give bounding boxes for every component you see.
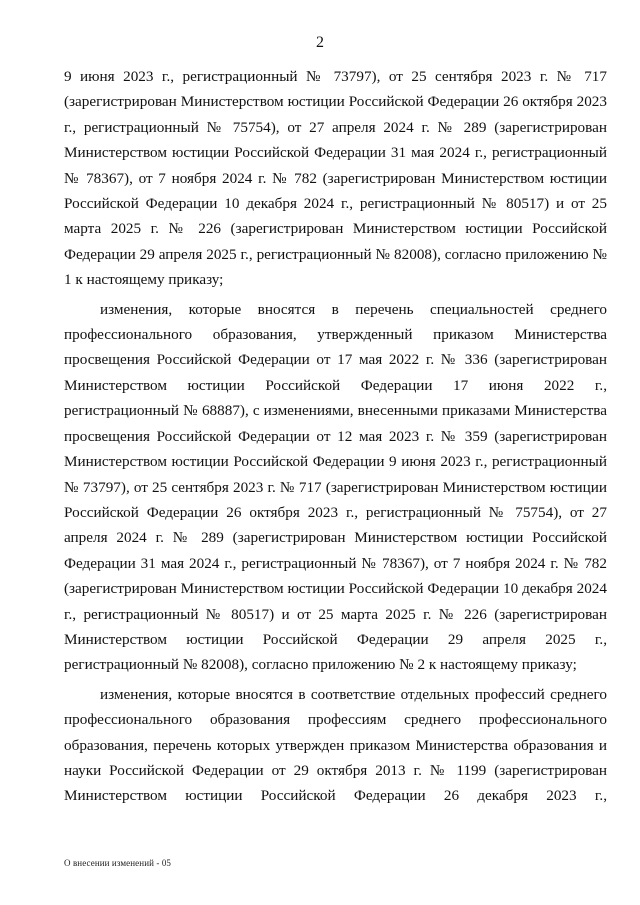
page-number: 2: [316, 34, 324, 51]
footer-document-code: О внесении изменений - 05: [64, 858, 172, 868]
paragraph-specialties-changes: изменения, которые вносятся в перечень специальностей среднего профессионального образования, утвержденный приказом Министерства просвещения Российской Федерации от 17 мая 2022 г. № 336 (зарегистрирован Министерством юстиции Российской Федерации 17 июня 2022 г., регистрационный № 68887), с изменениями, внесенными приказами Министерства просвещения Российской Федерации от 12 мая 2023 г. № 359 (зарегистрирован Министерством юстиции Российской Федерации 9 июня 2023 г., регистрационный № 73797), от 25 сентября 2023 г. № 717 (зарегистрирован Министерством юстиции Российской Федерации 26 октября 2023 г., регистрационный № 75754), от 27 апреля 2024 г. № 289 (зарегистрирован Министерством юстиции Российской Федерации 31 мая 2024 г., регистрационный № 78367), от 7 ноября 2024 г. № 782 (зарегистрирован Министерством юстиции Российской Федерации 10 декабря 2024 г., регистрационный № 80517) и от 25 марта 2025 г. № 226 (зарегистрирован Министерством юстиции Российской Федерации 29 апреля 2025 г., регистрационный № 82008), согласно приложению № 2 к настоящему приказу;: [64, 300, 607, 674]
paragraph-professions-correspondence: изменения, которые вносятся в соответствие отдельных профессий среднего профессионального образования профессиям среднего профессионального образования, перечень которых утвержден приказом Министерства образования и науки Российской Федерации от 29 октября 2013 г. № 1199 (зарегистрирован Министерством юстиции Российской Федерации 26 декабря 2023 г.,: [64, 685, 607, 805]
document-body: [64, 64, 607, 809]
paragraph-continuation: 9 июня 2023 г., регистрационный № 73797), от 25 сентября 2023 г. № 717 (зарегистрирован Министерством юстиции Российской Федерации 26 октября 2023 г., регистрационный № 75754), от 27 апреля 2024 г. № 289 (зарегистрирован Министерством юстиции Российской Федерации 31 мая 2024 г., регистрационный № 78367), от 7 ноября 2024 г. № 782 (зарегистрирован Министерством юстиции Российской Федерации 10 декабря 2024 г., регистрационный № 80517) и от 25 марта 2025 г. № 226 (зарегистрирован Министерством юстиции Российской Федерации 29 апреля 2025 г., регистрационный № 82008), согласно приложению № 1 к настоящему приказу;: [64, 68, 607, 289]
